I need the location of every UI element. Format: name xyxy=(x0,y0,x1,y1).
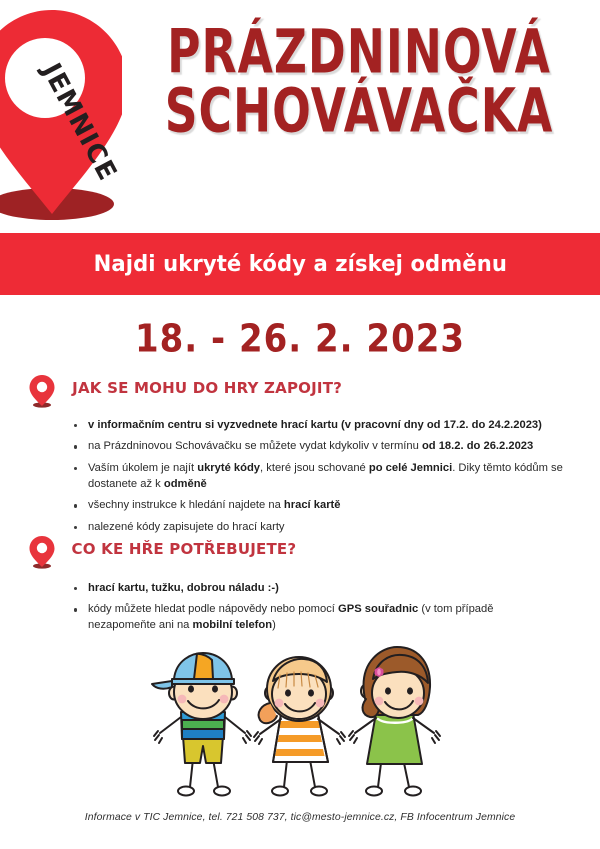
child-girl-orange xyxy=(254,657,345,796)
bullet-text: (v tom případě nezapomeňte ani na xyxy=(88,603,494,632)
bullet-text: kódy můžete hledat podle nápovědy nebo pomocí xyxy=(88,603,339,616)
three-children-illustration xyxy=(150,641,450,809)
bullet-text-emphasis: po celé Jemnici xyxy=(368,461,453,474)
section-what-you-need xyxy=(28,537,576,640)
bullet-text-emphasis: od 18.2. do 26.2.2023 xyxy=(421,440,534,453)
bullet-text-emphasis: hrací kartě xyxy=(283,499,341,512)
list-item xyxy=(72,439,564,455)
bullet-text: ) xyxy=(272,619,276,632)
child-girl-green xyxy=(349,647,440,796)
bullet-text: na Prázdninovou Schovávačku se můžete vydat kdykoliv v termínu xyxy=(88,440,422,453)
bullet-text: , které jsou schované xyxy=(260,461,369,474)
list-item xyxy=(72,498,564,514)
bullet-text-emphasis: GPS souřadnic xyxy=(338,603,419,616)
child-boy xyxy=(152,653,251,796)
event-date: 18. - 26. 2. 2023 xyxy=(134,316,466,362)
bullet-text: nalezené kódy zapisujete do hrací karty xyxy=(88,520,285,533)
section-header xyxy=(28,537,576,563)
bullet-list-how-to-join xyxy=(72,418,564,535)
banner-text: Najdi ukryté kódy a získej odměnu xyxy=(93,251,507,277)
map-pin-icon xyxy=(28,374,56,408)
bullet-text-emphasis: v informačním centru si vyzvednete hrací kartu (v pracovní dny od 17.2. do 24.2.2023) xyxy=(88,419,542,431)
bullet-text-emphasis: odměně xyxy=(163,477,207,490)
section-title: CO KE HŘE POTŘEBUJETE? xyxy=(71,540,297,558)
jemnice-pin-logo xyxy=(0,8,122,222)
map-pin-icon xyxy=(28,535,56,569)
poster-header xyxy=(0,0,600,228)
pin-label: JEMNICE xyxy=(35,58,122,187)
list-item xyxy=(72,418,564,434)
subtitle-banner xyxy=(0,233,600,295)
bullet-text-emphasis: ukryté kódy xyxy=(197,461,261,474)
section-how-to-join xyxy=(28,376,576,541)
title-line-2: SCHOVÁVAČKA xyxy=(164,76,554,148)
list-item xyxy=(72,581,564,597)
bullet-text: Vaším úkolem je najít xyxy=(88,461,198,474)
list-item xyxy=(72,602,564,634)
bullet-text-emphasis: mobilní telefon xyxy=(192,619,273,632)
list-item xyxy=(72,520,564,536)
poster-title-block xyxy=(128,17,590,148)
bullet-text: . Diky těmto kódům se dostanete až k xyxy=(88,461,563,490)
list-item xyxy=(72,461,564,493)
section-title: JAK SE MOHU DO HRY ZAPOJIT? xyxy=(72,379,343,397)
footer-contact: Informace v TIC Jemnice, tel. 721 508 737, tic@mesto-jemnice.cz, FB Infocentrum Jemnice xyxy=(84,812,516,823)
title-line-1: PRÁZDNINOVÁ xyxy=(167,17,551,89)
bullet-text-emphasis: hrací kartu, tužku, dobrou náladu :-) xyxy=(88,582,279,594)
bullet-text: všechny instrukce k hledání najdete na xyxy=(88,499,284,512)
bullet-list-what-you-need xyxy=(72,581,564,634)
section-header xyxy=(28,376,576,402)
